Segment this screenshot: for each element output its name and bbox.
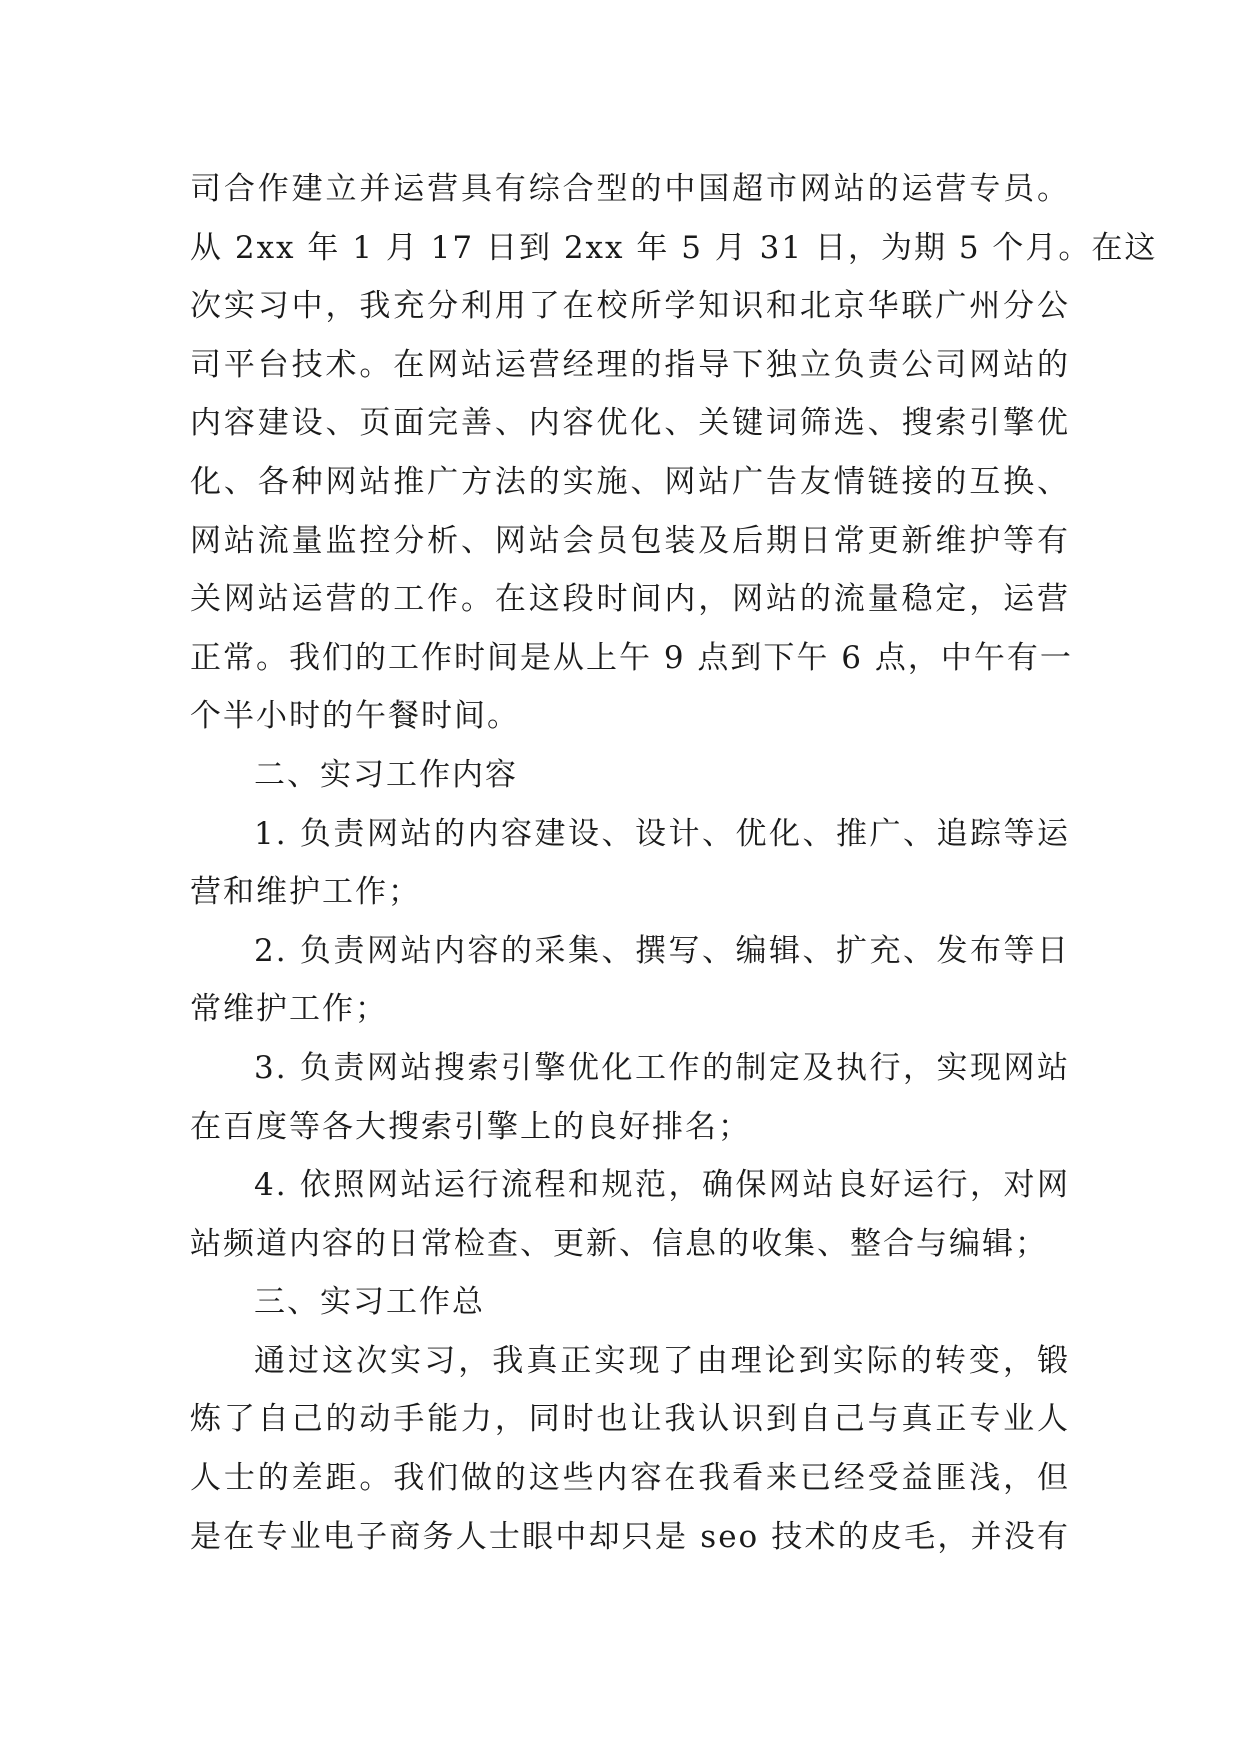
- text-line: 次实习中，我充分利用了在校所学知识和北京华联广州分公: [190, 288, 1070, 325]
- text-line: 司平台技术。在网站运营经理的指导下独立负责公司网站的: [190, 346, 1070, 383]
- text-line: 3. 负责网站搜索引擎优化工作的制定及执行，实现网站: [254, 1049, 1070, 1086]
- text-line: 人士的差距。我们做的这些内容在我看来已经受益匪浅，但: [190, 1460, 1070, 1497]
- text-line: 三、实习工作总: [254, 1284, 485, 1321]
- document-body: [190, 160, 1158, 1566]
- text-line: 正常。我们的工作时间是从上午 9 点到下午 6 点，中午有一: [190, 639, 1073, 676]
- text-line: 通过这次实习，我真正实现了由理论到实际的转变，锻: [254, 1342, 1070, 1379]
- text-line: 1. 负责网站的内容建设、设计、优化、推广、追踪等运: [254, 815, 1070, 852]
- text-line: 二、实习工作内容: [254, 756, 518, 793]
- text-line: 站频道内容的日常检查、更新、信息的收集、整合与编辑；: [190, 1225, 1048, 1262]
- text-line: 炼了自己的动手能力，同时也让我认识到自己与真正专业人: [190, 1401, 1070, 1438]
- text-line: 常维护工作；: [190, 991, 388, 1028]
- text-line: 是在专业电子商务人士眼中却只是 seo 技术的皮毛，并没有: [190, 1518, 1070, 1555]
- text-line: 4. 依照网站运行流程和规范，确保网站良好运行，对网: [254, 1167, 1070, 1204]
- text-line: 2. 负责网站内容的采集、撰写、编辑、扩充、发布等日: [254, 932, 1070, 969]
- text-line: 在百度等各大搜索引擎上的良好排名；: [190, 1108, 751, 1145]
- text-line: 化、各种网站推广方法的实施、网站广告友情链接的互换、: [190, 463, 1070, 500]
- text-line: 营和维护工作；: [190, 874, 421, 911]
- text-line: 个半小时的午餐时间。: [190, 698, 520, 735]
- text-line: 司合作建立并运营具有综合型的中国超市网站的运营专员。: [190, 171, 1070, 207]
- text-line: 内容建设、页面完善、内容优化、关键词筛选、搜索引擎优: [190, 405, 1070, 442]
- text-line: 网站流量监控分析、网站会员包装及后期日常更新维护等有: [190, 522, 1070, 559]
- text-line: 关网站运营的工作。在这段时间内，网站的流量稳定，运营: [190, 581, 1070, 618]
- text-line: 从 2xx 年 1 月 17 日到 2xx 年 5 月 31 日，为期 5 个月。在这: [190, 229, 1158, 266]
